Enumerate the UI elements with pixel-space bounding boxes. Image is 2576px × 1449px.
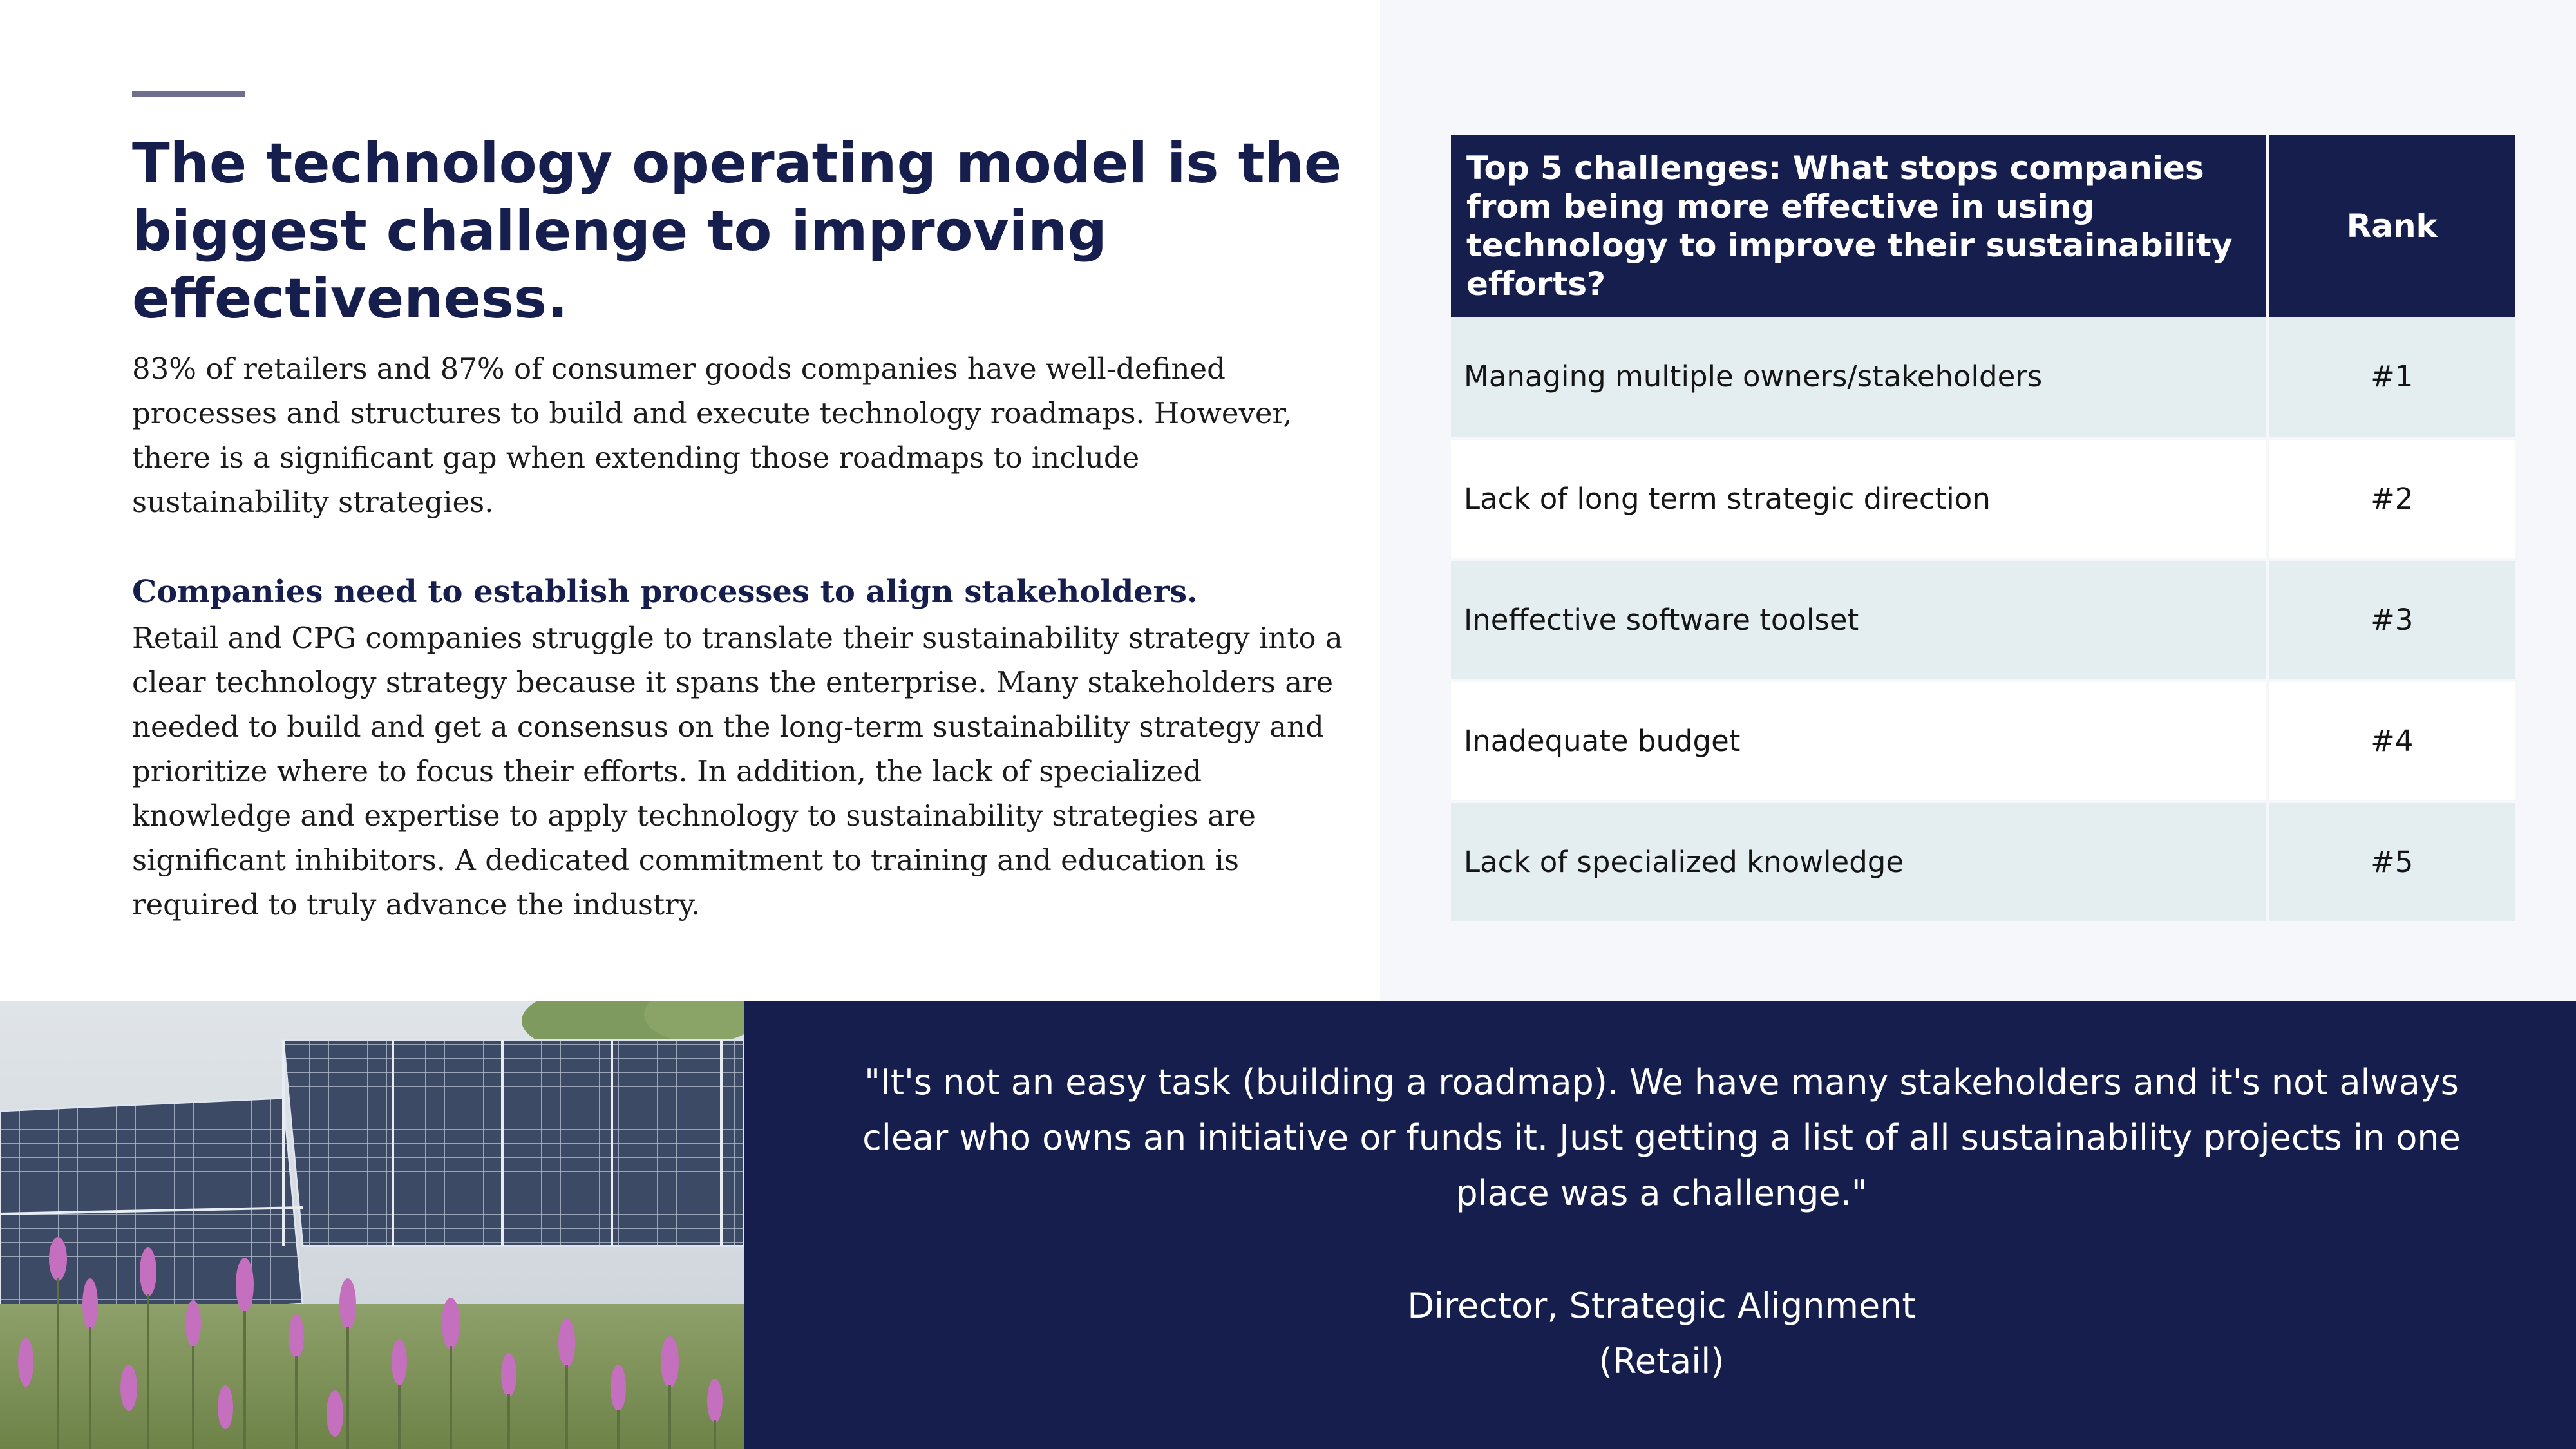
challenge-cell: Ineffective software toolset — [1451, 559, 2268, 680]
table-row — [1451, 438, 2515, 559]
rank-cell: #3 — [2268, 559, 2515, 680]
table-row — [1451, 680, 2515, 801]
challenge-cell: Inadequate budget — [1451, 680, 2268, 801]
body-paragraph: Retail and CPG companies struggle to translate their sustainability strategy into a clear technology strategy because it spans the enterprise. Many stakeholders are needed to build and get a consensus on the long-term sustainability strategy and prioritize where to focus their efforts. In addition, the lack of specialized knowledge and expertise to apply technology to sustainability strategies are significant inhibitors. A dedicated commitment to training and education is required to truly advance the industry. — [132, 621, 1343, 922]
challenge-cell: Managing multiple owners/stakeholders — [1451, 317, 2268, 438]
table-row — [1451, 559, 2515, 680]
rank-header: Rank — [2268, 135, 2515, 317]
section-subheading: Companies need to establish processes to align stakeholders. — [132, 574, 1198, 610]
rank-cell: #1 — [2268, 317, 2515, 438]
quote-text: "It's not an easy task (building a roadmap). We have many stakeholders and it's not always clear who owns an initiative or funds it. Just getting a list of all sustainability projects in one place was a challenge." — [862, 1062, 2461, 1213]
intro-paragraph: 83% of retailers and 87% of consumer goods companies have well-defined processes and structures to build and execute technology roadmaps. However, there is a significant gap when extending those roadmaps to include sustainability strategies. — [132, 352, 1293, 519]
attribution-sector: (Retail) — [1598, 1341, 1725, 1381]
page-title: The technology operating model is the biggest challenge to improving effectiveness. — [132, 131, 1342, 331]
table-header-row — [1451, 135, 2515, 317]
table-row — [1451, 801, 2515, 922]
challenge-cell: Lack of specialized knowledge — [1451, 801, 2268, 922]
question-header: Top 5 challenges: What stops companies from being more effective in using technology to improve their sustainability efforts? — [1451, 135, 2268, 317]
rank-cell: #4 — [2268, 680, 2515, 801]
challenges-table — [1451, 135, 2515, 924]
attribution-title: Director, Strategic Alignment — [1407, 1285, 1916, 1326]
rank-cell: #2 — [2268, 438, 2515, 559]
rank-cell: #5 — [2268, 801, 2515, 922]
challenge-cell: Lack of long term strategic direction — [1451, 438, 2268, 559]
table-row — [1451, 317, 2515, 438]
solar-panels-photo — [0, 1001, 744, 1449]
quote-attribution — [818, 1278, 2505, 1389]
accent-line — [132, 91, 245, 97]
